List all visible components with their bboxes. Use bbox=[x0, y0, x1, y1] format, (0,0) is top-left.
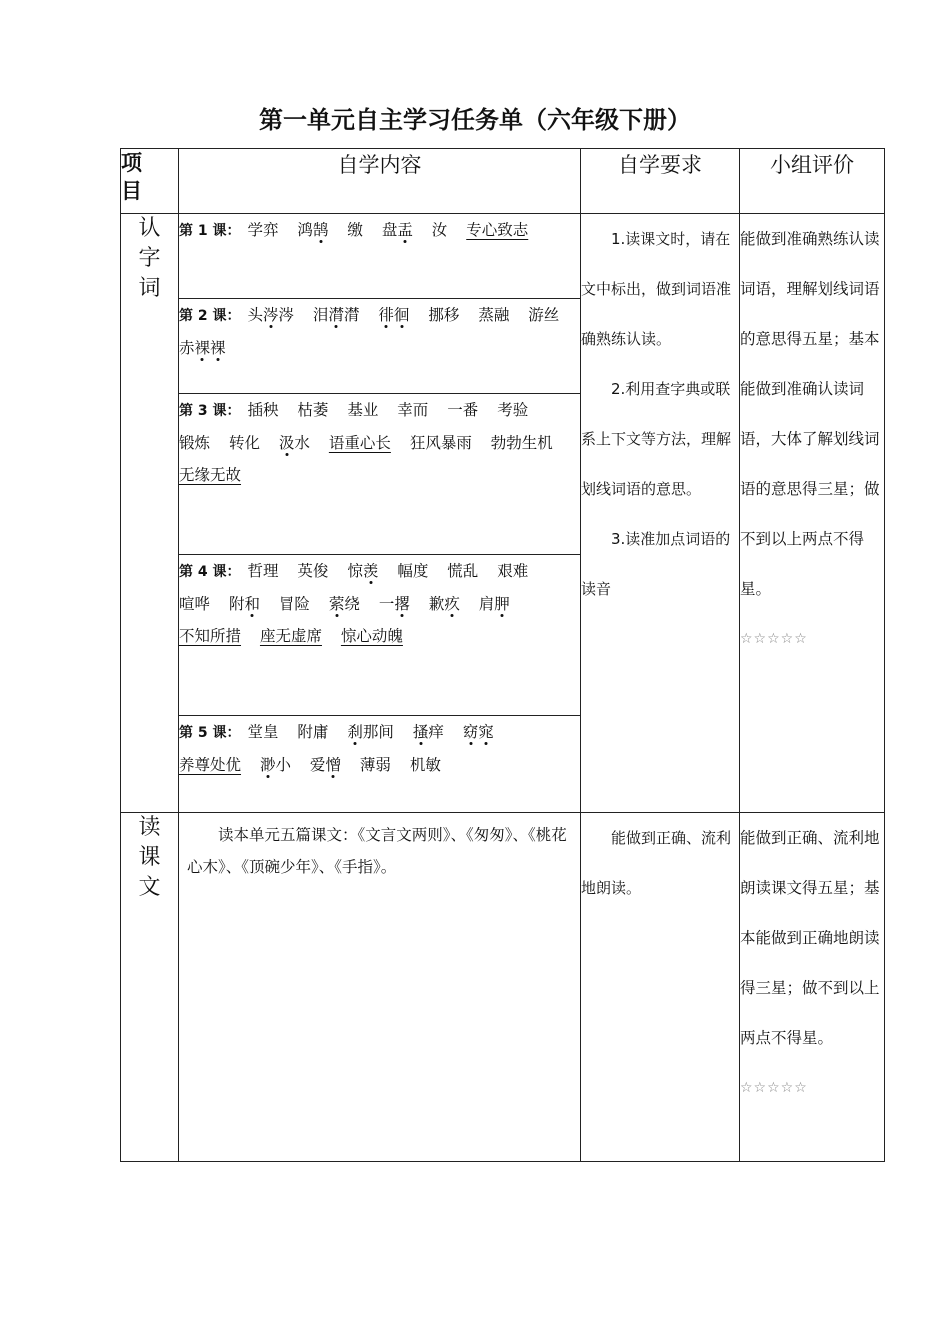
lesson-label: 第 3 课： bbox=[179, 403, 241, 419]
word: 英俊 bbox=[297, 562, 329, 580]
word: 缴 bbox=[347, 221, 363, 239]
word: 幅度 bbox=[397, 562, 429, 580]
star-rating: ☆☆☆☆☆ bbox=[740, 1080, 808, 1096]
reading-content: 读本单元五篇课文：《文言文两则》、《匆匆》、《桃花心木》、《顶碗少年》、《手指》。 bbox=[187, 826, 567, 876]
header-project-line2: 目 bbox=[121, 179, 142, 203]
word: 泪潸潸 bbox=[312, 306, 360, 324]
word: 艰难 bbox=[497, 562, 529, 580]
word: 狂风暴雨 bbox=[409, 434, 472, 452]
word: 附和 bbox=[228, 595, 260, 613]
word: 附庸 bbox=[297, 723, 329, 741]
word: 鸿鹄 bbox=[297, 221, 329, 239]
word: 勃勃生机 bbox=[490, 434, 553, 452]
word: 哲理 bbox=[247, 562, 279, 580]
word: 肩胛 bbox=[478, 595, 510, 613]
word: 幸而 bbox=[397, 401, 429, 419]
word: 惊羡 bbox=[347, 562, 379, 580]
reading-requirement bbox=[581, 813, 740, 1162]
word: 挪移 bbox=[428, 306, 460, 324]
word: 刹那间 bbox=[347, 723, 394, 741]
header-project-line1: 项 bbox=[121, 151, 142, 175]
header-project bbox=[121, 149, 179, 214]
lesson-label: 第 5 课： bbox=[179, 725, 241, 741]
reading-evaluation bbox=[740, 813, 885, 1162]
word: 薄弱 bbox=[359, 756, 391, 774]
header-requirement: 自学要求 bbox=[581, 149, 740, 214]
word: 堂皇 bbox=[247, 723, 279, 741]
word: 赤裸裸 bbox=[179, 339, 226, 357]
vocab-requirements bbox=[581, 214, 740, 813]
vocab-evaluation bbox=[740, 214, 885, 813]
lesson-1 bbox=[179, 214, 581, 299]
word: 渺小 bbox=[259, 756, 291, 774]
lesson-2 bbox=[179, 299, 581, 394]
lesson-row bbox=[121, 214, 885, 299]
category-char: 词 bbox=[138, 276, 161, 301]
word: 游丝 bbox=[528, 306, 560, 324]
reading-row bbox=[121, 813, 885, 1162]
page-title: 第一单元自主学习任务单（六年级下册） bbox=[259, 105, 691, 134]
category-char: 读 bbox=[138, 815, 161, 840]
header-row bbox=[121, 149, 885, 214]
word: 锻炼 bbox=[179, 434, 211, 452]
word: 爱憎 bbox=[309, 756, 341, 774]
reading-content-cell bbox=[179, 813, 581, 1162]
underlined-word: 不知所措 bbox=[179, 627, 242, 645]
lesson-3 bbox=[179, 394, 581, 555]
requirement-item: 2.利用查字典或联系上下文等方法，理解划线词语的意思。 bbox=[581, 380, 732, 498]
lesson-label: 第 4 课： bbox=[179, 564, 241, 580]
word: 汝 bbox=[431, 221, 448, 239]
word: 基业 bbox=[347, 401, 379, 419]
underlined-word: 惊心动魄 bbox=[340, 627, 403, 645]
word: 一番 bbox=[447, 401, 479, 419]
requirement-item: 能做到正确、流利地朗读。 bbox=[581, 829, 732, 897]
lesson-label: 第 1 课： bbox=[179, 223, 241, 239]
underlined-word: 专心致志 bbox=[466, 221, 529, 239]
category-char: 课 bbox=[138, 845, 161, 870]
word: 插秧 bbox=[247, 401, 279, 419]
category-char: 字 bbox=[138, 246, 161, 271]
word: 搔痒 bbox=[412, 723, 444, 741]
word: 头涔涔 bbox=[247, 306, 294, 324]
requirement-item: 3.读准加点词语的读音 bbox=[581, 530, 731, 598]
word: 慌乱 bbox=[447, 562, 479, 580]
category-char: 文 bbox=[138, 875, 161, 900]
word: 萦绕 bbox=[328, 595, 360, 613]
word: 一撂 bbox=[378, 595, 410, 613]
requirement-item: 1.读课文时，请在文中标出，做到词语准确熟练认读。 bbox=[581, 230, 732, 348]
header-evaluation: 小组评价 bbox=[740, 149, 885, 214]
star-rating: ☆☆☆☆☆ bbox=[740, 631, 808, 647]
lesson-4 bbox=[179, 555, 581, 716]
header-content: 自学内容 bbox=[179, 149, 581, 214]
word: 歉疚 bbox=[428, 595, 460, 613]
task-table bbox=[120, 148, 885, 1162]
underlined-word: 无缘无故 bbox=[179, 466, 242, 484]
word: 徘徊 bbox=[378, 306, 410, 324]
word: 转化 bbox=[228, 434, 260, 452]
word: 考验 bbox=[497, 401, 529, 419]
category-vocab bbox=[121, 214, 179, 813]
word: 窈窕 bbox=[462, 723, 494, 741]
underlined-word: 养尊处优 bbox=[179, 756, 242, 774]
word: 机敏 bbox=[409, 756, 441, 774]
word: 喧哗 bbox=[179, 595, 211, 613]
word: 学弈 bbox=[247, 221, 279, 239]
word: 盘盂 bbox=[381, 221, 413, 239]
evaluation-text: 能做到准确熟练认读词语，理解划线词语的意思得五星；基本能做到准确认读词语，大体了解划线词语的意思得三星；做不到以上两点不得星。 bbox=[740, 230, 880, 598]
evaluation-text: 能做到正确、流利地朗读课文得五星；基本能做到正确地朗读得三星；做不到以上两点不得星。 bbox=[740, 829, 880, 1047]
category-reading bbox=[121, 813, 179, 1162]
lesson-5 bbox=[179, 716, 581, 813]
category-char: 认 bbox=[138, 216, 161, 241]
word: 汲水 bbox=[278, 434, 310, 452]
underlined-word: 语重心长 bbox=[328, 434, 391, 452]
word: 蒸融 bbox=[478, 306, 510, 324]
lesson-label: 第 2 课： bbox=[179, 308, 241, 324]
word: 枯萎 bbox=[297, 401, 329, 419]
underlined-word: 座无虚席 bbox=[259, 627, 322, 645]
word: 冒险 bbox=[278, 595, 310, 613]
